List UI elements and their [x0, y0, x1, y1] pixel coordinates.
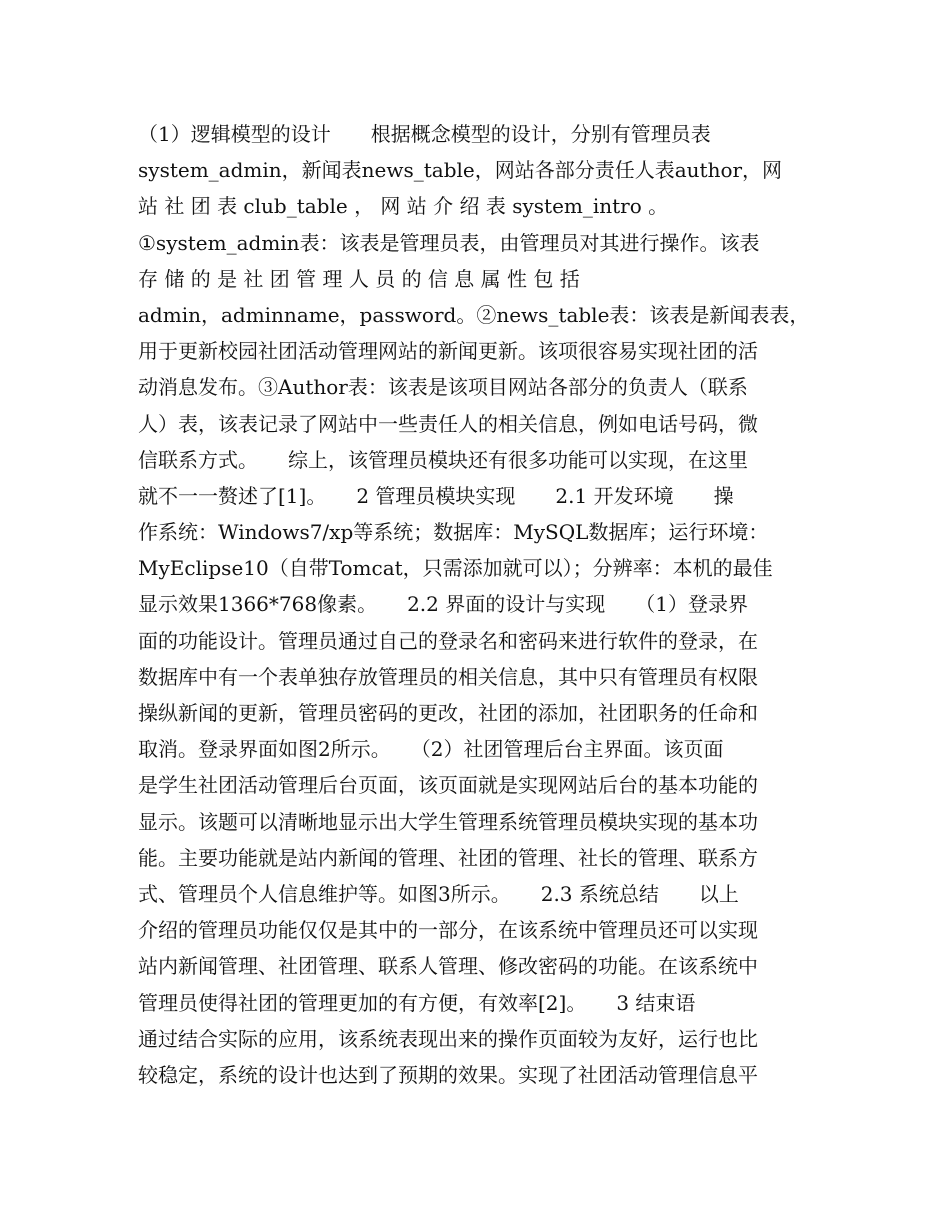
text-line: 较稳定，系统的设计也达到了预期的效果。实现了社团活动管理信息平	[138, 1062, 758, 1087]
text-line: 操纵新闻的更新，管理员密码的更改，社团的添加，社团职务的任命和	[138, 701, 758, 725]
text-line: 动消息发布。③Author表：该表是该项目网站各部分的负责人（联系	[138, 375, 748, 400]
text-line: 管理员使得社团的管理更加的有方便，有效率[2]。 3 结束语	[138, 990, 696, 1015]
text-line: 是学生社团活动管理后台页面，该页面就是实现网站后台的基本功能的	[138, 773, 758, 798]
text-line: ①system_admin表：该表是管理员表，由管理员对其进行操作。该表	[138, 230, 760, 255]
text-line: 数据库中有一个表单独存放管理员的相关信息，其中只有管理员有权限	[138, 664, 758, 689]
text-line: 站内新闻管理、社团管理、联系人管理、修改密码的功能。在该系统中	[138, 954, 758, 979]
text-line: 用于更新校园社团活动管理网站的新闻更新。该项很容易实现社团的活	[138, 339, 758, 364]
text-line: 取消。登录界面如图2所示。 （2）社团管理后台主界面。该页面	[138, 737, 724, 762]
text-line: 信联系方式。 综上，该管理员模块还有很多功能可以实现，在这里	[138, 447, 748, 472]
text-line: 式、管理员个人信息维护等。如图3所示。 2.3 系统总结 以上	[138, 881, 739, 906]
text-line: 通过结合实际的应用，该系统表现出来的操作页面较为友好，运行也比	[138, 1026, 758, 1051]
text-line: 显示效果1366*768像素。 2.2 界面的设计与实现 （1）登录界	[138, 592, 748, 617]
text-line: admin，adminname，password。②news_table表：该表是新闻表表，	[138, 302, 810, 327]
text-line: 站 社 团 表 club_table ， 网 站 介 绍 表 system_intro 。	[138, 194, 669, 219]
text-line: 就不一一赘述了[1]。 2 管理员模块实现 2.1 开发环境 操	[138, 483, 734, 508]
text-line: 能。主要功能就是站内新闻的管理、社团的管理、社长的管理、联系方	[138, 845, 758, 870]
body-text	[138, 116, 814, 1093]
text-line: 人）表，该表记录了网站中一些责任人的相关信息，例如电话号码，微	[138, 411, 758, 436]
text-line: 作系统：Windows7/xp等系统；数据库：MySQL数据库；运行环境：	[138, 520, 769, 545]
text-line: 显示。该题可以清晰地显示出大学生管理系统管理员模块实现的基本功	[138, 809, 758, 834]
text-line: system_admin，新闻表news_table，网站各部分责任人表author，网	[138, 158, 783, 183]
text-line: 面的功能设计。管理员通过自己的登录名和密码来进行软件的登录，在	[138, 628, 758, 653]
text-line: 存 储 的 是 社 团 管 理 人 员 的 信 息 属 性 包 括	[138, 266, 580, 291]
text-line: （1）逻辑模型的设计 根据概念模型的设计，分别有管理员表	[138, 122, 711, 146]
text-line: MyEclipse10（自带Tomcat，只需添加就可以）；分辨率：本机的最佳	[138, 556, 773, 581]
text-line: 介绍的管理员功能仅仅是其中的一部分，在该系统中管理员还可以实现	[138, 918, 758, 943]
